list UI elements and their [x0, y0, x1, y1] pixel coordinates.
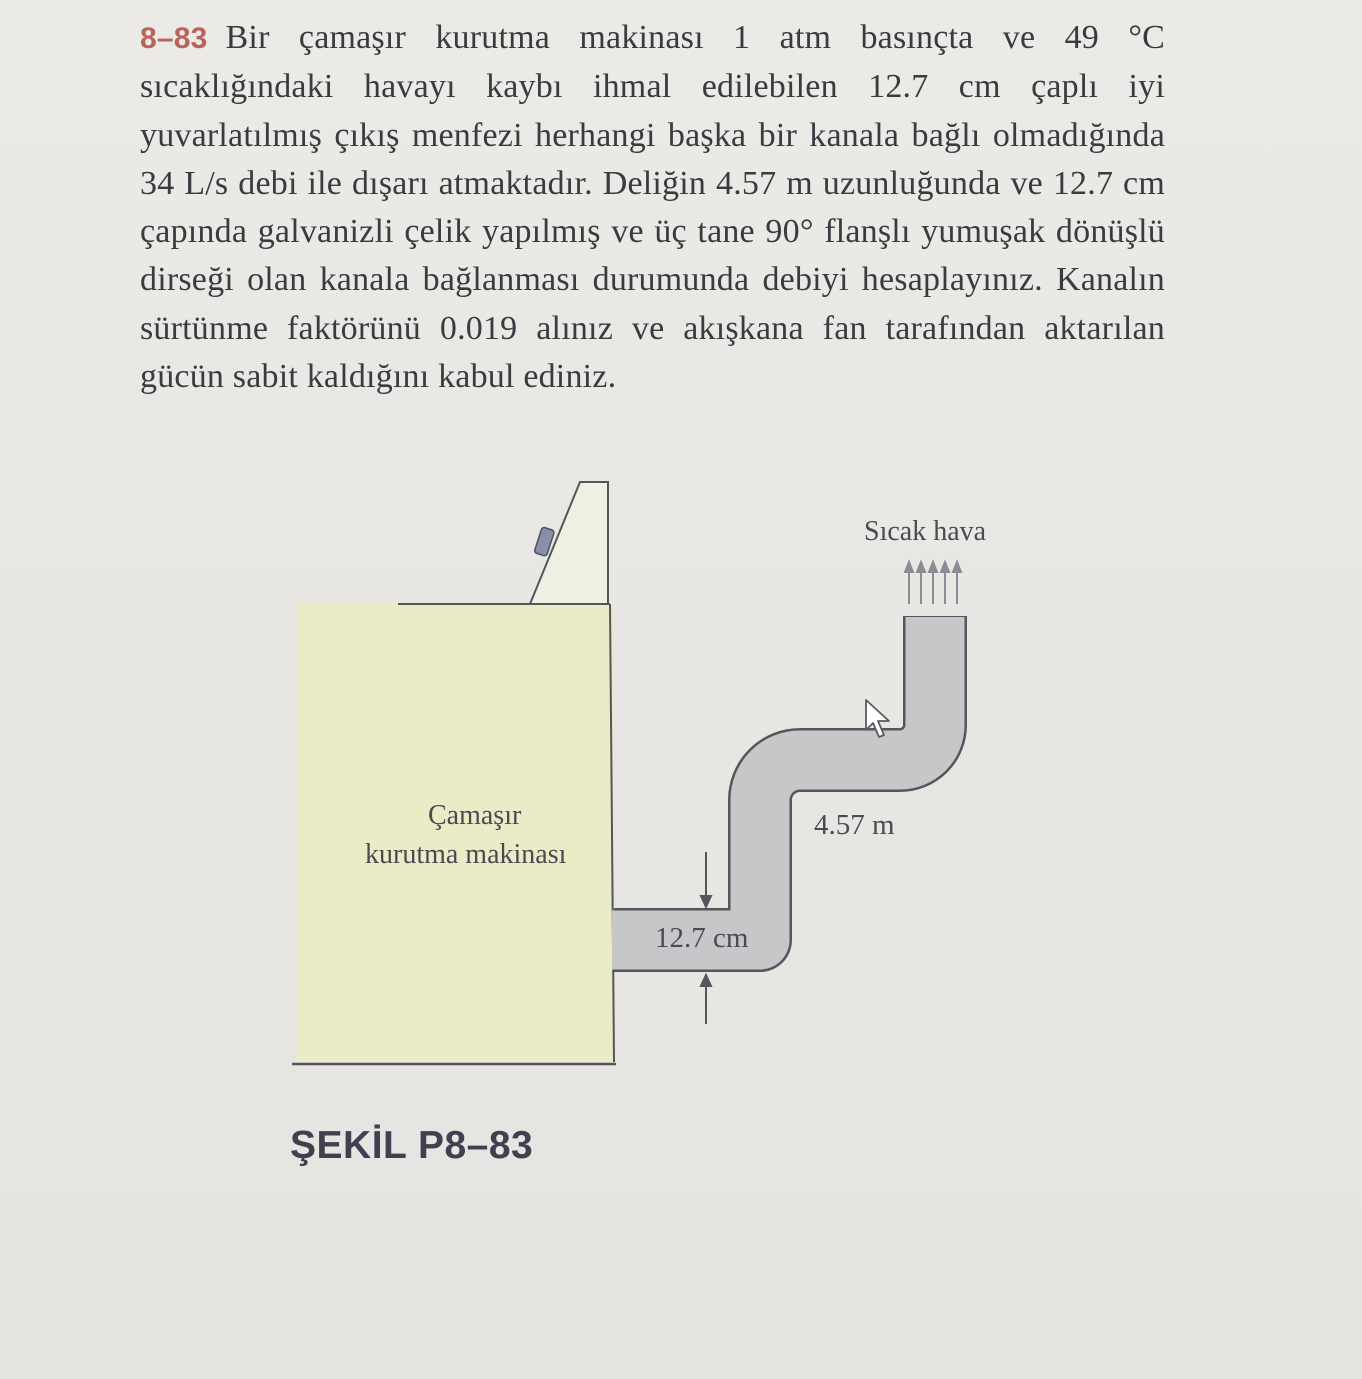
- hot-air-arrows: [905, 562, 961, 604]
- problem-text: Bir çamaşır kurutma makinası 1 atm basınçta ve 49 °C sıcaklığındaki havayı kaybı ihmal edilebilen 12.7 cm çaplı iyi yuvarlatılmış çıkış menfezi herhangi başka bir kanala bağlı olmadığında 34 L/s debi ile dışarı atmaktadır. Deliğin 4.57 m uzunluğunda ve 12.7 cm çapında galvanizli çelik yapılmış ve üç tane 90° flanşlı yumuşak dönüşlü dirseği olan kanala bağlanması durumunda debiyi hesaplayınız. Kanalın sürtünme faktörünü 0.019 alınız ve akışkana fan tarafından aktarılan gücün sabit kaldığını kabul ediniz.: [140, 19, 1165, 396]
- dryer-body: [298, 604, 614, 1062]
- diameter-label: 12.7 cm: [655, 922, 749, 954]
- problem-number: 8–83: [140, 22, 208, 55]
- exhaust-duct-fill: [612, 617, 935, 940]
- machine-label-line1: Çamaşır: [428, 800, 522, 831]
- machine-label-line2: kurutma makinası: [365, 839, 567, 870]
- length-label: 4.57 m: [814, 809, 895, 841]
- figure-caption: ŞEKİL P8–83: [290, 1124, 534, 1167]
- hot-air-label: Sıcak hava: [864, 516, 987, 547]
